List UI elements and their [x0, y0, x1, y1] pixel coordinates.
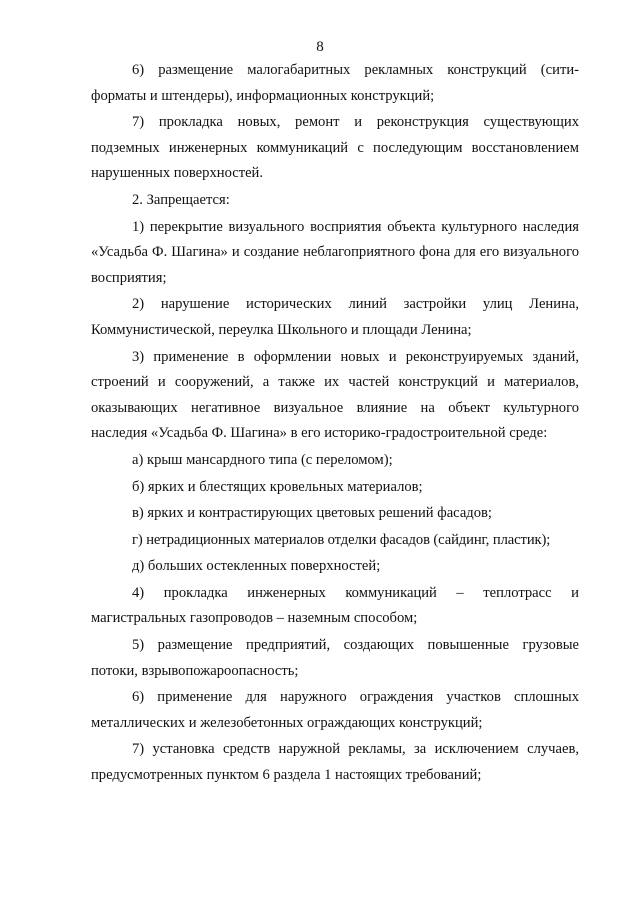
subitem-d: д) больших остекленных поверхностей; [132, 558, 381, 575]
subitem-a: а) крыш мансардного типа (с переломом); [132, 451, 393, 468]
paragraph-prohibited-6: 6) применение для наружного ограждения участков сплошных металлических и железобетонных ограждающих конструкций; [91, 689, 579, 731]
paragraph-prohibited-7: 7) установка средств наружной рекламы, за исключением случаев, предусмотренных пунктом 6 раздела 1 настоящих требований; [91, 741, 579, 784]
paragraph-prohibited-1: 1) перекрытие визуального восприятия объекта культурного наследия «Усадьба Ф. Шагина» и создание неблагоприятного фона для его визуального восприятия; [91, 218, 579, 286]
paragraph-prohibited-4: 4) прокладка инженерных коммуникаций – теплотрасс и магистральных газопроводов – наземным способом; [91, 584, 579, 627]
paragraph-prohibited-3: 3) применение в оформлении новых и реконструируемых зданий, строений и сооружений, а также их частей конструкций и материалов, оказывающих негативное визуальное влияние на объект культурного наследия «Усадьба Ф. Шагина» в его историко-градостроительной среде: [91, 348, 579, 442]
paragraph-item-7-utilities: 7) прокладка новых, ремонт и реконструкция существующих подземных инженерных коммуникаций с последующим восстановлением нарушенных поверхностей. [91, 114, 579, 182]
paragraph-prohibited-5: 5) размещение предприятий, создающих повышенные грузовые потоки, взрывопожароопасность; [91, 637, 579, 679]
document-body [91, 58, 579, 789]
section-heading-prohibited: 2. Запрещается: [132, 191, 230, 208]
paragraph-prohibited-2: 2) нарушение исторических линий застройки улиц Ленина, Коммунистической, переулка Школьного и площади Ленина; [91, 296, 579, 338]
subitem-b: б) ярких и блестящих кровельных материалов; [132, 478, 423, 495]
paragraph-item-6-advertising: 6) размещение малогабаритных рекламных конструкций (сити-форматы и штендеры), информационных конструкций; [91, 62, 579, 104]
subitem-v: в) ярких и контрастирующих цветовых решений фасадов; [132, 505, 492, 522]
subitem-g: г) нетрадиционных материалов отделки фасадов (сайдинг, пластик); [132, 531, 551, 548]
page-number: 8 [316, 39, 324, 55]
